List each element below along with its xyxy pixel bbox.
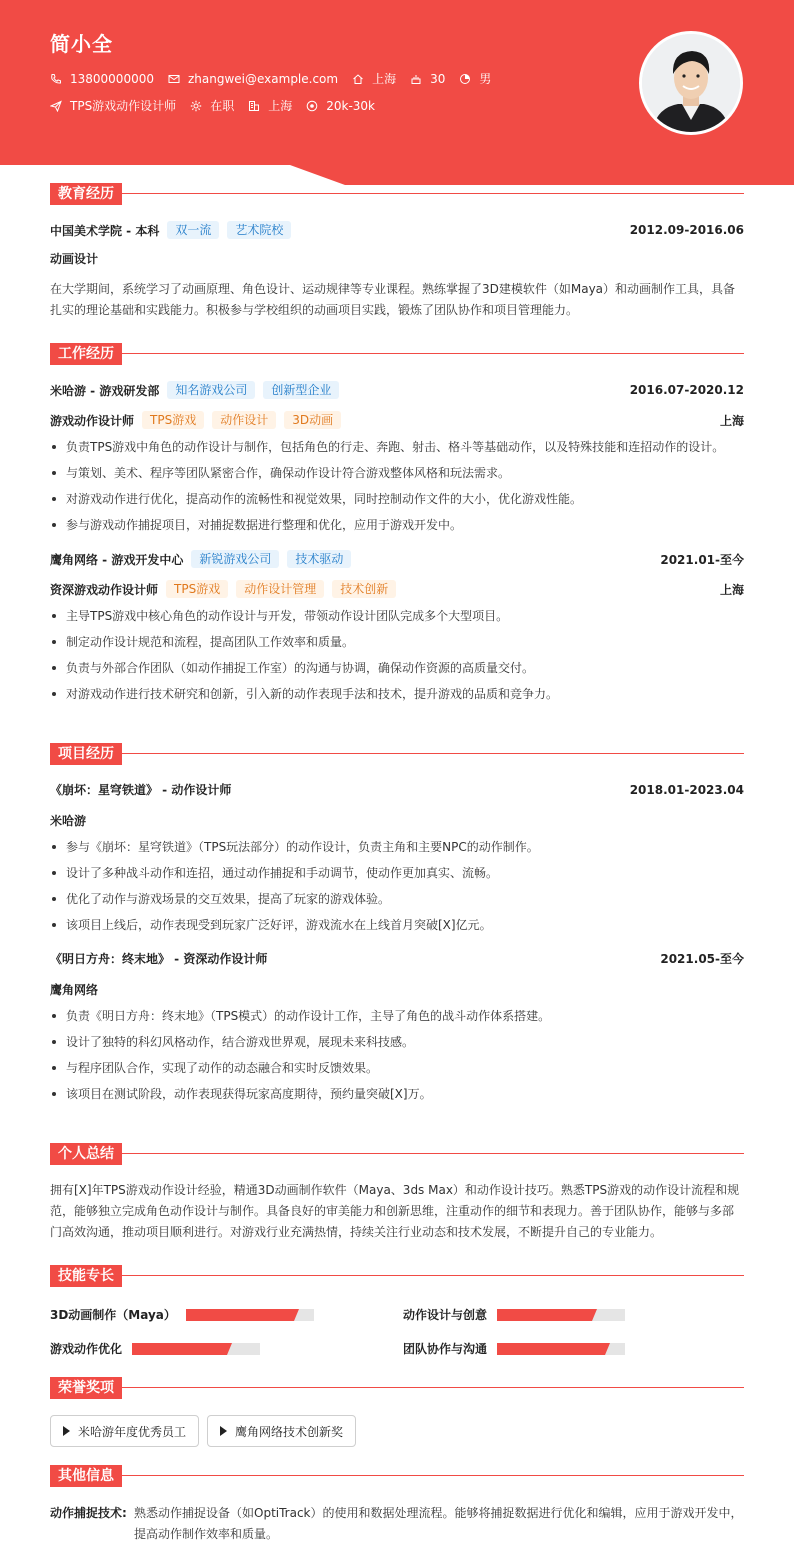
- job-duties: [50, 603, 744, 707]
- skill-bar: [186, 1309, 314, 1321]
- skill-item: [50, 1340, 260, 1357]
- section-divider: [50, 1387, 744, 1388]
- target-city-item: [248, 97, 292, 114]
- list-item: 负责《明日方舟：终末地》（TPS模式）的动作设计工作，主导了角色的战斗动作体系搭建。: [50, 1003, 744, 1029]
- project-period: 2018.01-2023.04: [629, 782, 744, 797]
- section-title: [50, 343, 744, 365]
- position-tag: 3D动画: [284, 411, 341, 429]
- phone-item: [50, 72, 154, 86]
- section-title-label: 工作经历: [50, 343, 122, 365]
- other-info-row: [50, 1503, 744, 1545]
- skill-bar-fill: [497, 1309, 592, 1321]
- avatar: [639, 31, 743, 135]
- list-item: 设计了独特的科幻风格动作，结合游戏世界观，展现未来科技感。: [50, 1029, 744, 1055]
- mail-icon: [168, 73, 180, 85]
- building-icon: [248, 100, 260, 112]
- cake-icon: [410, 73, 422, 85]
- company-name: 米哈游 - 游戏研发部: [50, 383, 160, 398]
- section-divider: [50, 353, 744, 354]
- position-tag: 动作设计管理: [236, 580, 324, 598]
- target-job-text: TPS游戏动作设计师: [70, 99, 177, 113]
- age-item: [410, 72, 445, 86]
- job-position-row: [50, 580, 744, 598]
- job-location: 上海: [719, 582, 744, 597]
- project-title-row: [50, 781, 744, 798]
- section-title-label: 荣誉奖项: [50, 1377, 122, 1399]
- list-item: 负责TPS游戏中角色的动作设计与制作，包括角色的行走、奔跑、射击、格斗等基础动作，以及特殊技能和连招动作的设计。: [50, 434, 744, 460]
- resume-header: [0, 0, 794, 185]
- status-item: [190, 97, 234, 114]
- school-tag: 双一流: [167, 221, 219, 239]
- list-item: 该项目上线后，动作表现受到玩家广泛好评，游戏流水在上线首月突破[X]亿元。: [50, 912, 744, 938]
- company-tag: 知名游戏公司: [167, 381, 255, 399]
- phone-icon: [50, 73, 62, 85]
- position-name: 游戏动作设计师: [50, 413, 135, 428]
- work-section: [50, 343, 744, 707]
- position-tag: TPS游戏: [166, 580, 228, 598]
- other-section: [50, 1465, 744, 1545]
- project-details: [50, 834, 744, 938]
- job-entry: [50, 550, 744, 707]
- job-location: 上海: [719, 413, 744, 428]
- list-item: 对游戏动作进行优化，提高动作的流畅性和视觉效果，同时控制动作文件的大小，优化游戏性能。: [50, 486, 744, 512]
- section-title-label: 个人总结: [50, 1143, 122, 1165]
- other-info-line: 提高动作制作效率和质量。: [134, 1527, 279, 1541]
- project-period: 2021.05-至今: [660, 952, 744, 966]
- section-title-label: 项目经历: [50, 743, 122, 765]
- city-item: [352, 70, 396, 87]
- other-info-line: 熟悉动作捕捉设备（如OptiTrack）的使用和数据处理流程。能够将捕捉数据进行优化和编辑，应用于游戏开发中，: [134, 1506, 743, 1520]
- section-divider: [50, 1475, 744, 1476]
- skill-item: [50, 1306, 314, 1323]
- school-name: 中国美术学院 - 本科: [50, 223, 160, 238]
- city-text: 上海: [372, 72, 397, 86]
- summary-section: [50, 1143, 744, 1243]
- company-name: 鹰角网络 - 游戏开发中心: [50, 552, 184, 567]
- contact-row: [50, 70, 505, 87]
- award-item: [50, 1415, 199, 1447]
- job-company-row: [50, 550, 744, 568]
- education-period: 2012.09-2016.06: [629, 223, 744, 237]
- skill-bar-fill: [186, 1309, 294, 1321]
- job-period: 2021.01-至今: [660, 552, 744, 567]
- list-item: 与策划、美术、程序等团队紧密合作，确保动作设计符合游戏整体风格和玩法需求。: [50, 460, 744, 486]
- skill-name: 3D动画制作（Maya）: [50, 1308, 176, 1322]
- salary-item: [306, 99, 375, 113]
- section-divider: [50, 193, 744, 194]
- send-icon: [50, 100, 62, 112]
- award-label: 鹰角网络技术创新奖: [235, 1424, 344, 1439]
- list-item: 参与《崩坏：星穹铁道》（TPS玩法部分）的动作设计，负责主角和主要NPC的动作制作。: [50, 834, 744, 860]
- target-job-item: [50, 97, 176, 114]
- project-name: 《明日方舟：终末地》 - 资深动作设计师: [50, 952, 268, 966]
- list-item: 参与游戏动作捕捉项目，对捕捉数据进行整理和优化，应用于游戏开发中。: [50, 512, 744, 538]
- list-item: 对游戏动作进行技术研究和创新，引入新的动作表现手法和技术，提升游戏的品质和竞争力。: [50, 681, 744, 707]
- home-icon: [352, 73, 364, 85]
- job-intent-row: [50, 97, 389, 114]
- gender-item: [459, 70, 491, 87]
- email-item: [168, 72, 338, 86]
- list-item: 优化了动作与游戏场景的交互效果，提高了玩家的游戏体验。: [50, 886, 744, 912]
- job-position-row: [50, 411, 744, 429]
- section-title-label: 其他信息: [50, 1465, 122, 1487]
- play-icon: [220, 1426, 227, 1436]
- salary-text: 20k-30k: [326, 98, 375, 113]
- list-item: 制定动作设计规范和流程，提高团队工作效率和质量。: [50, 629, 744, 655]
- skill-bar-fill: [132, 1343, 227, 1355]
- section-title-label: 教育经历: [50, 183, 122, 205]
- project-entry: [50, 781, 744, 938]
- list-item: 主导TPS游戏中核心角色的动作设计与开发，带领动作设计团队完成多个大型项目。: [50, 603, 744, 629]
- phone-text: 13800000000: [70, 71, 154, 86]
- section-title: [50, 1465, 744, 1487]
- section-title: [50, 1143, 744, 1165]
- list-item: 与程序团队合作，实现了动作的动态融合和实时反馈效果。: [50, 1055, 744, 1081]
- awards-section: [50, 1377, 744, 1447]
- position-tag: 动作设计: [212, 411, 276, 429]
- status-text: 在职: [210, 99, 235, 113]
- coin-icon: [306, 100, 318, 112]
- other-info-label: 动作捕捉技术:: [50, 1506, 127, 1520]
- list-item: 该项目在测试阶段，动作表现获得玩家高度期待，预约量突破[X]万。: [50, 1081, 744, 1107]
- section-divider: [50, 1275, 744, 1276]
- award-item: [207, 1415, 356, 1447]
- summary-text: 拥有[X]年TPS游戏动作设计经验，精通3D动画制作软件（Maya、3ds Max）和动作设计技巧。熟悉TPS游戏的动作设计流程和规范，能够独立完成角色动作设计与制作。具备良好的审美能力和创新思维，注重动作的细节和表现力。善于团队协作，能够与多部门高效沟通，推动项目顺利进行。对游戏行业充满热情，持续关注行业动态和技术发展，不断提升自己的专业能力。: [50, 1183, 740, 1239]
- project-name: 《崩坏：星穹铁道》 - 动作设计师: [50, 783, 232, 797]
- project-entry: [50, 950, 744, 1107]
- skills-section: [50, 1265, 744, 1365]
- education-section: [50, 183, 744, 321]
- major: 动画设计: [50, 252, 99, 266]
- position-tag: 技术创新: [332, 580, 396, 598]
- list-item: 设计了多种战斗动作和连招，通过动作捕捉和手动调节，使动作更加真实、流畅。: [50, 860, 744, 886]
- skill-bar: [132, 1343, 260, 1355]
- projects-section: [50, 743, 744, 1107]
- award-label: 米哈游年度优秀员工: [78, 1424, 187, 1439]
- education-description: 在大学期间，系统学习了动画原理、角色设计、运动规律等专业课程。熟练掌握了3D建模软件（如Maya）和动画制作工具，具备扎实的理论基础和实践能力。积极参与学校组织的动画项目实践，锻炼了团队协作和项目管理能力。: [50, 282, 736, 317]
- skill-name: 游戏动作优化: [50, 1342, 123, 1356]
- target-city-text: 上海: [268, 99, 293, 113]
- company-tag: 创新型企业: [263, 381, 339, 399]
- other-info-text: [134, 1503, 743, 1545]
- section-title: [50, 1377, 744, 1399]
- position-name: 资深游戏动作设计师: [50, 582, 159, 597]
- section-title: [50, 743, 744, 765]
- school-tag: 艺术院校: [227, 221, 291, 239]
- gender-icon: [459, 73, 471, 85]
- project-company: 鹰角网络: [50, 983, 99, 997]
- skill-item: [403, 1306, 625, 1323]
- list-item: 负责与外部合作团队（如动作捕捉工作室）的沟通与协调，确保动作资源的高质量交付。: [50, 655, 744, 681]
- job-period: 2016.07-2020.12: [629, 383, 744, 397]
- skill-name: 团队协作与沟通: [403, 1342, 488, 1356]
- section-title: [50, 183, 744, 205]
- skill-name: 动作设计与创意: [403, 1308, 488, 1322]
- skill-bar-fill: [497, 1343, 605, 1355]
- play-icon: [63, 1426, 70, 1436]
- skill-bar: [497, 1309, 625, 1321]
- section-title-label: 技能专长: [50, 1265, 122, 1287]
- company-tag: 技术驱动: [287, 550, 351, 568]
- section-divider: [50, 1153, 744, 1154]
- job-entry: [50, 381, 744, 538]
- section-divider: [50, 753, 744, 754]
- skill-item: [403, 1340, 625, 1357]
- education-row: [50, 221, 744, 239]
- job-company-row: [50, 381, 744, 399]
- project-company: 米哈游: [50, 814, 87, 828]
- section-title: [50, 1265, 744, 1287]
- gender-text: 男: [479, 72, 492, 86]
- skill-bar: [497, 1343, 625, 1355]
- email-text: zhangwei@example.com: [187, 71, 339, 86]
- project-details: [50, 1003, 744, 1107]
- company-tag: 新锐游戏公司: [191, 550, 279, 568]
- job-duties: [50, 434, 744, 538]
- age-text: 30: [430, 71, 446, 86]
- project-title-row: [50, 950, 744, 967]
- candidate-name: 简小全: [50, 32, 113, 56]
- position-tag: TPS游戏: [142, 411, 204, 429]
- gear-icon: [190, 100, 202, 112]
